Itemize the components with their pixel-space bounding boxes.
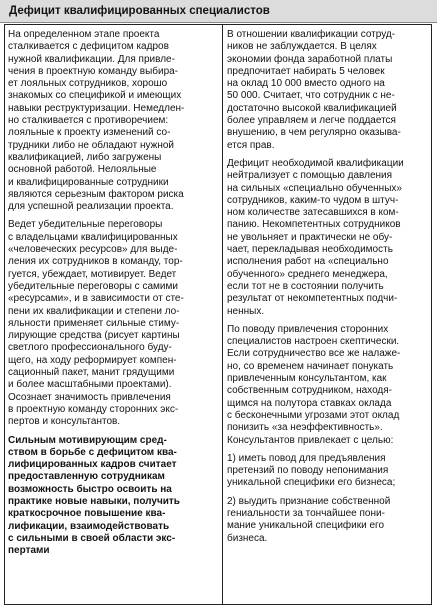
- text-line: чения в проектную команду выбира-: [8, 65, 179, 77]
- text-line: с бесконечными угрозами этот оклад: [227, 409, 400, 421]
- text-line: более управляем и легче поддается: [227, 115, 396, 127]
- text-line: 50 000. Считает, что сотрудник с не-: [227, 90, 395, 102]
- text-line: лирующие средства (рисует картины: [8, 330, 180, 342]
- text-line: знакомых со спецификой и имеющих: [8, 90, 182, 102]
- text-line: ненных.: [227, 305, 265, 317]
- text-line: предоставленную сотрудникам: [8, 471, 165, 483]
- right-paragraph: [227, 496, 429, 545]
- text-line: внушению, в чем регулярно оказыва-: [227, 127, 401, 139]
- right-paragraph: [227, 324, 429, 447]
- text-line: на сильных «специально обученных»: [227, 182, 402, 194]
- left-paragraph: [8, 435, 217, 558]
- text-line: сационный пакет, манит грядущими: [8, 367, 175, 379]
- text-line: светлого профессионального буду-: [8, 342, 172, 354]
- text-line: пени их квалификации и степени ло-: [8, 305, 180, 317]
- table-header: [0, 0, 437, 23]
- text-line: лификации, взаимодействовать: [8, 520, 170, 532]
- text-line: уникальной специфики его бизнеса;: [227, 477, 396, 489]
- text-line: исполнения работ на «специально: [227, 256, 389, 268]
- text-line: Осознает значимость привлечения: [8, 391, 171, 403]
- text-line: в проектную команду сторонних экс-: [8, 403, 179, 415]
- text-line: чает, перекладывая необходимость: [227, 244, 393, 256]
- text-line: лифицированных кадров считает: [8, 459, 177, 471]
- text-line: «ресурсами», и в зависимости от сте-: [8, 293, 184, 305]
- text-line: ления их сотрудников в команду, тор-: [8, 256, 183, 268]
- text-line: достаточно высокой квалификацией: [227, 102, 397, 114]
- text-line: нейтрализует с помощью давления: [227, 170, 393, 182]
- text-line: практике новые навыки, получить: [8, 495, 180, 507]
- text-line: Консультантов привлекает с целью:: [227, 434, 394, 446]
- text-line: но сталкивается с противоречием:: [8, 115, 169, 127]
- text-line: «человеческих ресурсов» для выде-: [8, 244, 178, 256]
- text-line: для успешной реализации проекта.: [8, 201, 174, 213]
- text-line: сталкивается с дефицитом кадров: [8, 41, 169, 53]
- left-paragraph: [8, 29, 217, 213]
- text-line: яльности применяет сильные стиму-: [8, 317, 180, 329]
- text-line: убедительные переговоры с самими: [8, 280, 178, 292]
- text-line: нужной квалификации. Для привле-: [8, 53, 175, 65]
- text-line: ством в борьбе с дефицитом ква-: [8, 446, 177, 458]
- text-line: с сильными в своей области экс-: [8, 532, 176, 544]
- text-line: результат от некомпетентных подчи-: [227, 293, 398, 305]
- text-line: ется прав.: [227, 139, 275, 151]
- text-line: являются серьезным фактором риска: [8, 188, 184, 200]
- text-line: мание уникальной специфики его: [227, 520, 385, 532]
- text-line: и более масштабными проектами).: [8, 379, 172, 391]
- right-paragraph: [227, 158, 429, 318]
- text-line: претензий по поводу непонимания: [227, 465, 389, 477]
- text-line: предпочитает набирать 5 человек: [227, 65, 385, 77]
- text-line: привлеченным консультантом, как: [227, 373, 387, 385]
- text-line: основной работой. Нелояльные: [8, 164, 157, 176]
- text-line: сотрудников, каким-то чудом в штуч-: [227, 194, 399, 206]
- text-line: Сильным мотивирующим сред-: [8, 434, 167, 446]
- text-line: По поводу привлечения сторонних: [227, 323, 389, 335]
- text-line: если тот не в состоянии получить: [227, 280, 384, 292]
- text-line: пертами: [8, 545, 50, 557]
- text-line: навыки реструктуризации. Немедлен-: [8, 102, 185, 114]
- text-line: с владельцами квалифицированных: [8, 231, 178, 243]
- table-title: Дефицит квалифицированных специалистов: [9, 5, 270, 17]
- column-divider: [222, 25, 223, 604]
- text-line: ет лояльных сотрудников, хорошо: [8, 78, 168, 90]
- text-line: но, со временем начинает понукать: [227, 360, 394, 372]
- text-line: трудники либо не обладают нужной: [8, 139, 174, 151]
- text-line: ников не заблуждается. В целях: [227, 41, 377, 53]
- text-line: бизнеса.: [227, 532, 268, 544]
- text-line: панию. Некомпетентных сотрудников: [227, 219, 401, 231]
- text-line: На определенном этапе проекта: [8, 29, 160, 40]
- text-line: 2) выудить признание собственной: [227, 495, 391, 507]
- text-line: понизить «за неэффективность».: [227, 422, 383, 434]
- right-paragraph: [227, 453, 429, 490]
- text-line: специалистов настроен скептически.: [227, 336, 400, 348]
- text-line: лояльные к проекту изменений со-: [8, 127, 171, 139]
- text-line: гуется, убеждает, мотивирует. Ведет: [8, 268, 177, 280]
- right-paragraph: [227, 29, 429, 152]
- text-line: экономии фонда заработной платы: [227, 53, 393, 65]
- left-column: [8, 29, 217, 563]
- text-line: и квалифицированные сотрудники: [8, 176, 169, 188]
- text-line: Если сотрудничество все же налаже-: [227, 348, 401, 360]
- text-line: гениальности за тончайшее пони-: [227, 507, 385, 519]
- text-line: квалификацией, либо загружены: [8, 151, 162, 163]
- left-paragraph: [8, 219, 217, 428]
- text-line: собственным сотрудником, находя-: [227, 385, 392, 397]
- text-line: ном количестве затесавшихся в ком-: [227, 207, 399, 219]
- text-line: обученного» среднего менеджера,: [227, 268, 388, 280]
- text-line: возможность быстро освоить на: [8, 483, 172, 495]
- text-line: на оклад 10 000 вместо одного на: [227, 78, 385, 90]
- text-line: щего, на ходу реформирует компен-: [8, 354, 177, 366]
- text-line: краткосрочное повышение ква-: [8, 508, 166, 520]
- text-line: не увольняет и практически не обу-: [227, 231, 393, 243]
- text-line: пертов и консультантов.: [8, 416, 121, 428]
- comparison-table: [4, 24, 432, 605]
- text-line: щимся на полутора ставках оклада: [227, 397, 392, 409]
- text-line: В отношении квалификации сотруд-: [227, 29, 396, 40]
- right-column: [227, 29, 429, 551]
- text-line: Ведет убедительные переговоры: [8, 219, 163, 231]
- text-line: Дефицит необходимой квалификации: [227, 157, 404, 169]
- text-line: 1) иметь повод для предъявления: [227, 452, 386, 464]
